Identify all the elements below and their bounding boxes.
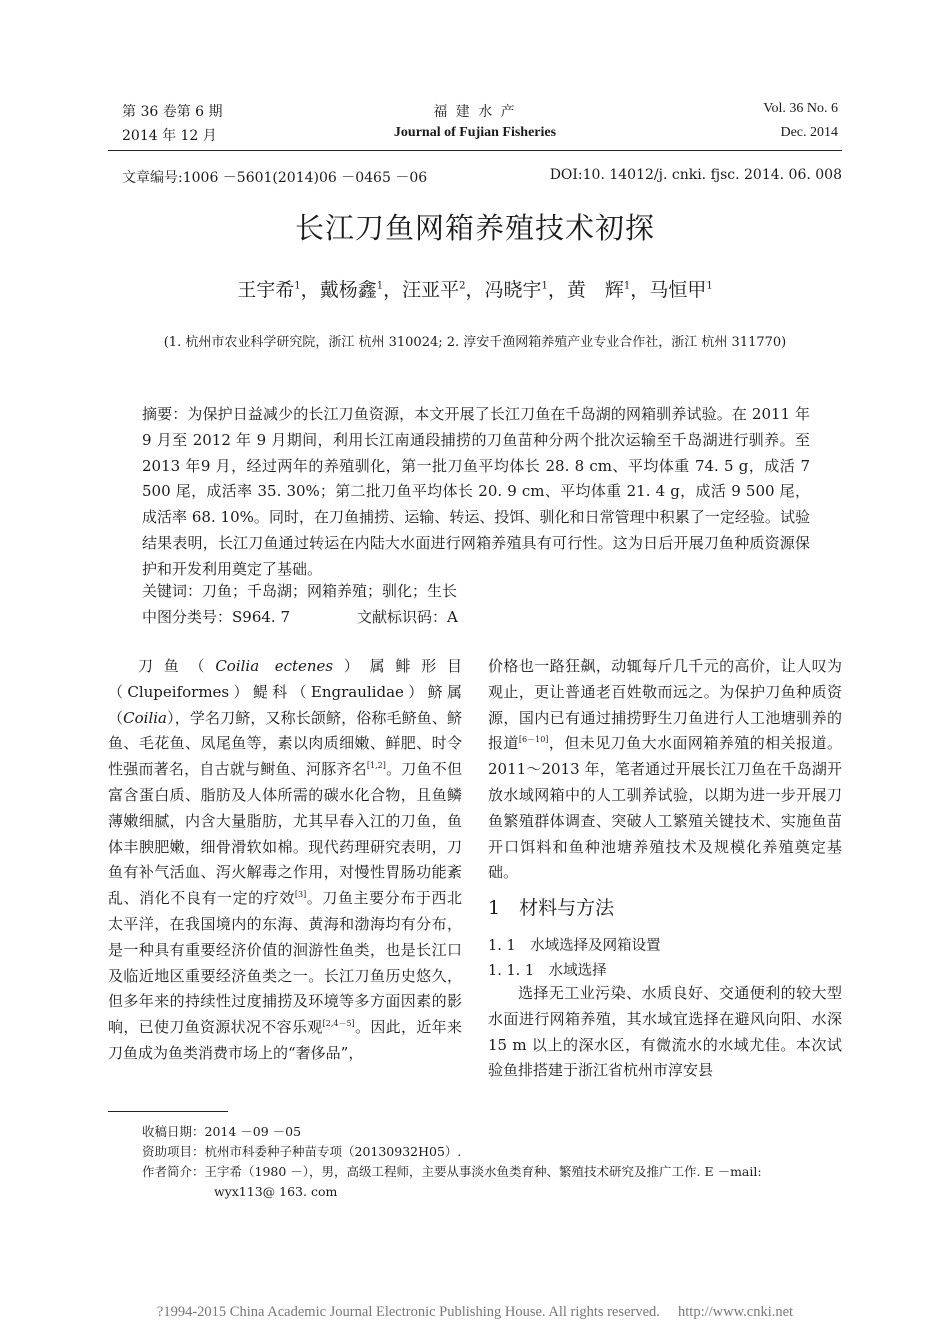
author-name: 王宇希: [237, 279, 295, 301]
article-number: 文章编号:1006 －5601(2014)06 －0465 －06: [122, 170, 428, 186]
section-heading-1-1: 1. 1 水域选择及网箱设置: [488, 938, 661, 954]
section-heading-1: 1 材料与方法: [488, 897, 615, 919]
text: 。因此，近年来刀鱼成为鱼类消费市场上的“奢侈品”，: [108, 1018, 462, 1062]
author-bio: 作者简介：王宇希（1980 －），男，高级工程师，主要从事淡水鱼类育种、繁殖技术研究及推广工作. E －mail:: [142, 1164, 762, 1179]
funding: 资助项目：杭州市科委种子种苗专项（20130932H05）.: [142, 1144, 462, 1159]
intro-paragraph-right: [488, 654, 842, 886]
author-affiliation-mark: 1: [294, 280, 301, 292]
text: 刀鱼（: [138, 657, 216, 675]
author-list: 王宇希$^1$，戴杨鑫$^1$，汪亚平$^2$，冯晓宇$^1$，黄 辉$^1$，马恒甲$^1$: [237, 279, 713, 301]
citation: [2,4－5]: [322, 1019, 355, 1029]
doi: DOI:10. 14012/j. cnki. fjsc. 2014. 06. 008: [549, 167, 842, 183]
keywords: 关键词：刀鱼；千岛湖；网箱养殖；驯化；生长: [142, 582, 458, 600]
author-affiliation-mark: 1: [706, 280, 713, 292]
author-name: 黄 辉: [566, 279, 624, 301]
intro-paragraph-left: [108, 654, 462, 1067]
author-name: 冯晓宇: [484, 279, 542, 301]
document-code: 文献标识码：A: [357, 608, 458, 626]
footnote-rule: [108, 1111, 228, 1112]
journal-name-cn: 福 建 水 产: [433, 104, 517, 120]
text: 。刀鱼主要分布于西北太平洋，在我国境内的东海、黄海和渤海均有分布，是一种具有重要经济价值的洄游性鱼类，也是长江口及临近地区重要经济鱼类之一。长江刀鱼历史悠久，但多年来的持续性过度捕捞及环境等多方面因素的影响，已使刀鱼资源状况不容乐观: [108, 889, 462, 1037]
author-name: 汪亚平: [402, 279, 460, 301]
author-affiliation-mark: 1: [623, 280, 631, 292]
author-name: 马恒甲: [649, 279, 707, 301]
affiliations: (1. 杭州市农业科学研究院，浙江 杭州 310024; 2. 淳安千渔网箱养殖产业专业合作社，浙江 杭州 311770): [163, 335, 787, 350]
volume-issue: 第 36 卷第 6 期: [122, 104, 223, 120]
text: ），学名刀鲚，又称长颌鲚，俗称毛鲚鱼、鲚鱼、毛花鱼、凤尾鱼等，素以肉质细嫩、鲜肥、时令性强而著名，自古就与鲥鱼、河豚齐名: [108, 708, 462, 779]
author-affiliation-mark: 1: [376, 280, 384, 292]
header-rule: [108, 150, 842, 151]
text: ）属鲱形目（Clupeiformes）鳀科（Engraulidae）鲚属（: [108, 657, 462, 727]
citation: [1,2]: [366, 761, 386, 771]
date-en: Dec. 2014: [780, 125, 838, 140]
clc-number: 中图分类号：S964. 7: [142, 608, 290, 626]
abstract: 摘要：为保护日益减少的长江刀鱼资源，本文开展了长江刀鱼在千岛湖的网箱驯养试验。在 2011 年 9 月至 2012 年 9 月期间，利用长江南通段捕捞的刀鱼苗种分两个批次运输至千岛湖进行驯养。至2013 年9 月，经过两年的养殖驯化，第一批刀鱼平均体长 28. 8 cm、平均体重 74. 5 g，成活 7 500 尾，成活率 35. 30%；第二批刀鱼平均体长 20. 9 cm、平均体重 21. 4 g，成活 9 500 尾，成活率 68. 10%。同时，在刀鱼捕捞、运输、转运、投饵、驯化和日常管理中积累了一定经验。试验结果表明，长江刀鱼通过转运在内陆大水面进行网箱养殖具有可行性。这为日后开展刀鱼种质资源保护和开发利用奠定了基础。: [142, 405, 810, 578]
scientific-name: Coilia ectenes: [215, 657, 334, 675]
citation: [3]: [294, 890, 307, 900]
text: ，但未见刀鱼大水面网箱养殖的相关报道。2011～2013 年，笔者通过开展长江刀鱼在千岛湖开放水域网箱中的人工驯养试验，以期为进一步开展刀鱼繁殖群体调查、突破人工繁殖关键技术、实施鱼苗开口饵料和鱼种池塘养殖技术及规模化养殖奠定基础。: [488, 734, 842, 882]
received-date: 收稿日期：2014 －09 －05: [142, 1124, 302, 1139]
section-heading-1-1-1: 1. 1. 1 水域选择: [488, 963, 607, 979]
author-email: wyx113@ 163. com: [214, 1184, 338, 1199]
author-name: 戴杨鑫: [319, 279, 377, 301]
author-affiliation-mark: 2: [459, 280, 466, 292]
copyright-notice: ?1994-2015 China Academic Journal Electronic Publishing House. All rights reserved. http://www.cnki.net: [156, 1304, 794, 1320]
citation: [6－10]: [518, 735, 549, 745]
page-title: 长江刀鱼网箱养殖技术初探: [294, 211, 655, 245]
water-selection-paragraph: 选择无工业污染、水质良好、交通便利的较大型水面进行网箱养殖，其水域宜选择在避风向阳、水深 15 m 以上的深水区，有微流水的水域尤佳。本次试验鱼排搭建于浙江省杭州市淳安县: [488, 984, 842, 1080]
journal-name-en: Journal of Fujian Fisheries: [393, 125, 557, 140]
scientific-name: Coilia: [123, 708, 167, 727]
author-affiliation-mark: 1: [541, 280, 548, 292]
volume-en: Vol. 36 No. 6: [763, 101, 838, 116]
text: 价格也一路狂飙，动辄每斤几千元的高价，让人叹为观止，更让普通老百姓敬而远之。为保护刀鱼种质资源，国内已有通过捕捞野生刀鱼进行人工池塘驯养的报道: [488, 657, 842, 753]
issue-date: 2014 年 12 月: [122, 128, 217, 144]
text: 。刀鱼不但富含蛋白质、脂肪及人体所需的碳水化合物，且鱼鳞薄嫩细腻，内含大量脂肪，尤其早春入江的刀鱼，鱼体丰腴肥嫩，细骨滑软如棉。现代药理研究表明，刀鱼有补气活血、泻火解毒之作用，对慢性胃肠功能紊乱、消化不良有一定的疗效: [108, 760, 462, 908]
